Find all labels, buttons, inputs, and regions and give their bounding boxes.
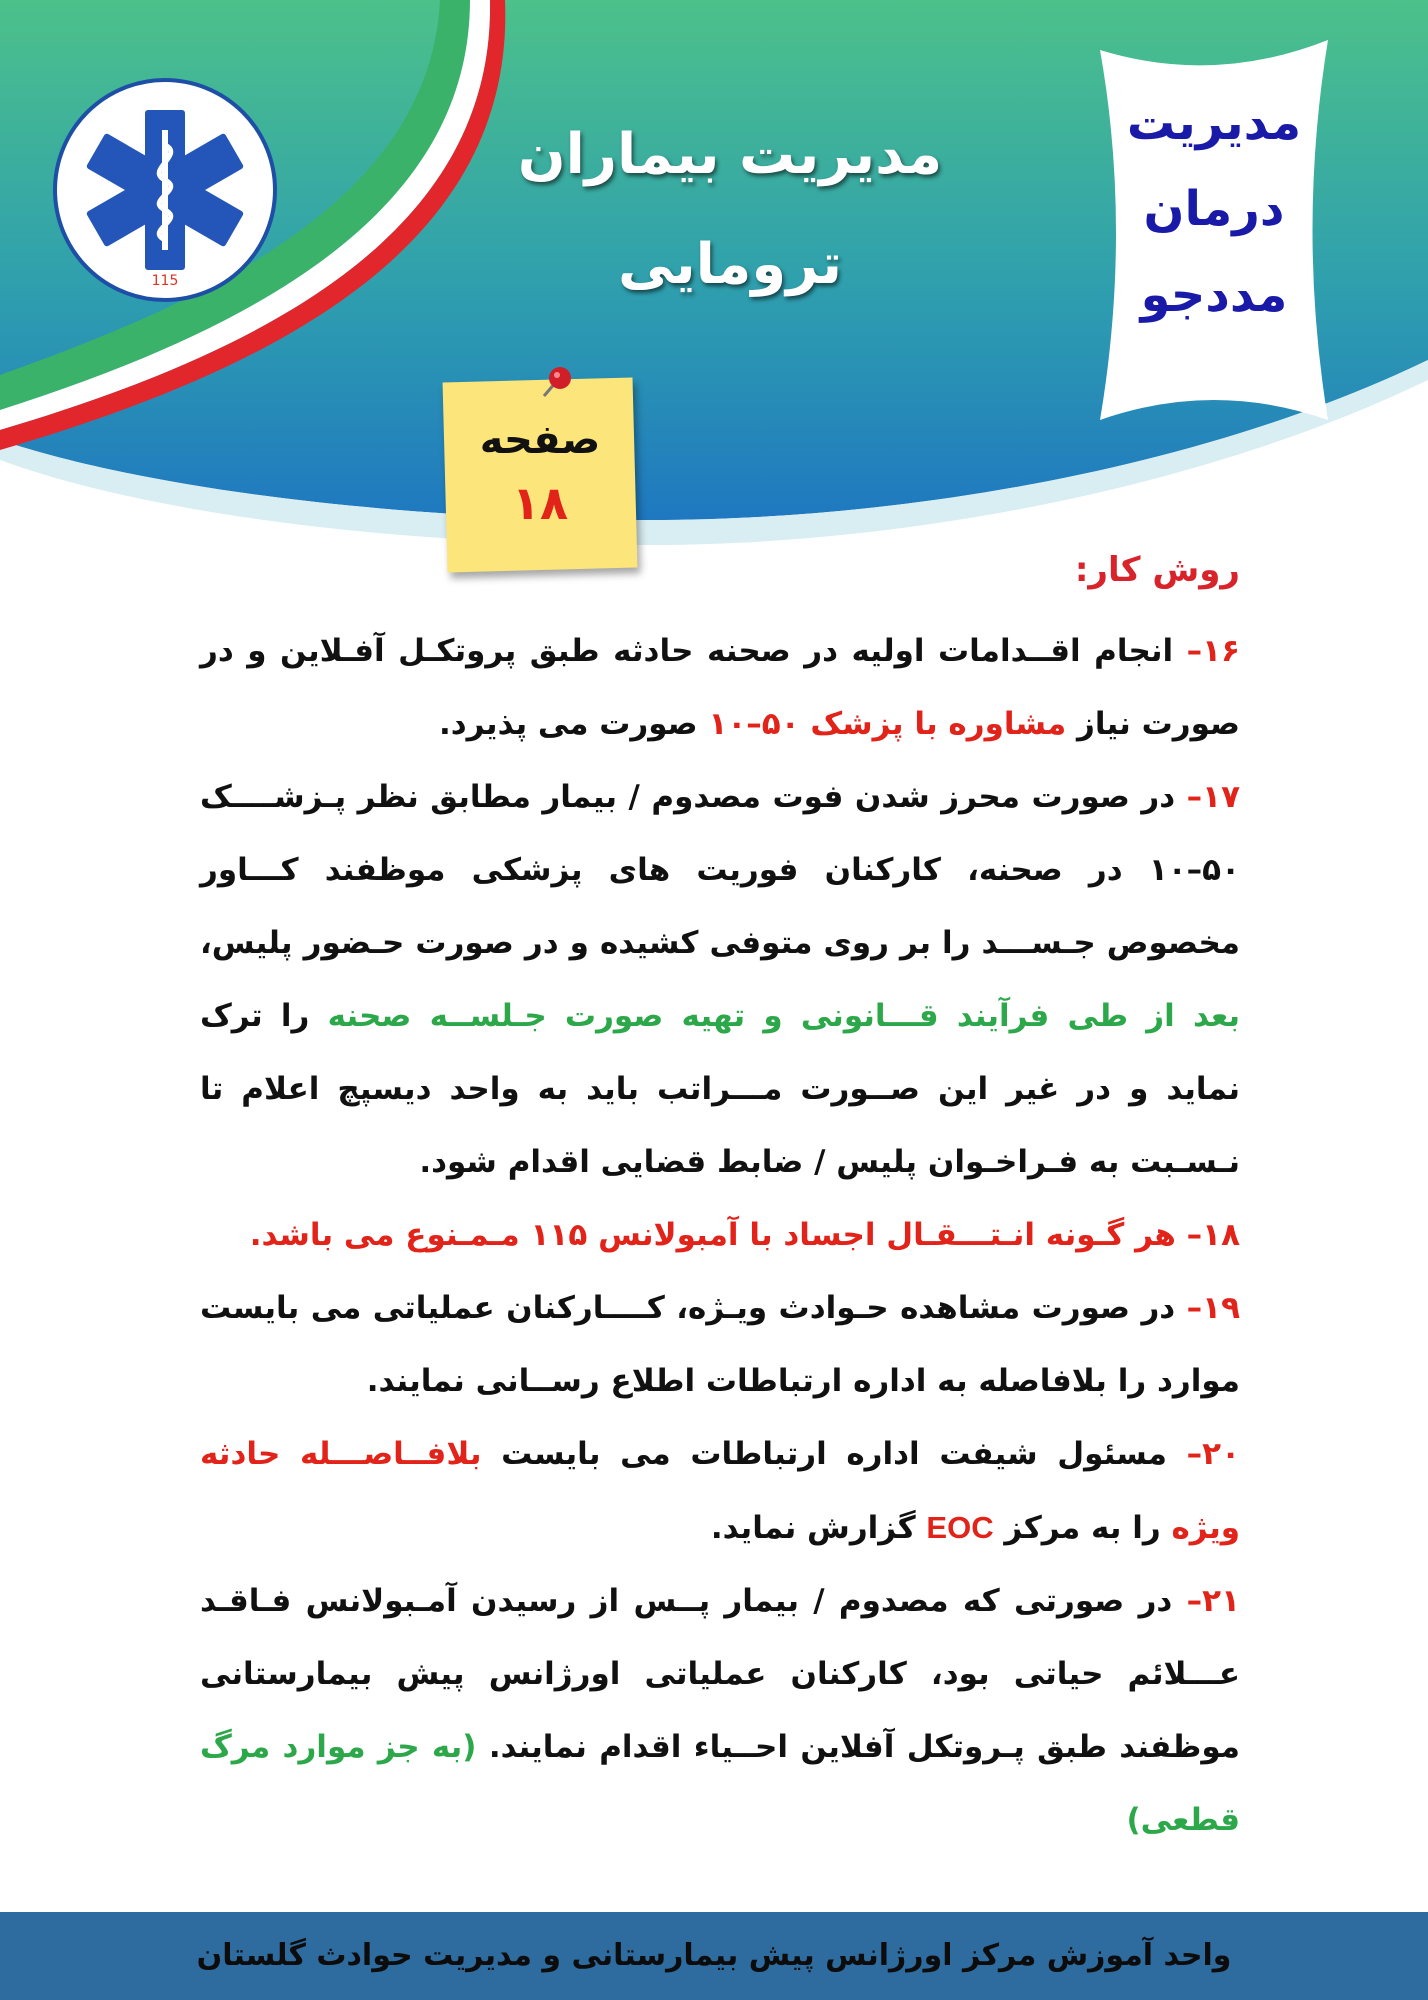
item-text: در صورت مشاهده حـوادث ویـژه، کــــارکنان عملیاتی می بایست موارد را بلافاصله به اداره ارتباطات اطلاع رســانی نمایند.	[200, 1290, 1240, 1399]
main-content	[180, 525, 1240, 1857]
section-title: روش کار:	[1074, 550, 1240, 590]
badge-line-3: مددجو	[1140, 267, 1288, 323]
page-title	[470, 100, 990, 320]
list-item	[180, 615, 1240, 761]
title-line-2: ترومایی	[617, 232, 843, 297]
item-text: انجام اقــدامات اولیه در صحنه حادثه طبق پروتکـل آفـلاین و در صورت نیاز	[200, 633, 1240, 742]
item-number: ۱۹–	[1186, 1290, 1240, 1326]
item-text: صورت می پذیرد.	[438, 706, 698, 742]
eoc-label: EOC	[926, 1510, 994, 1545]
list-item	[180, 761, 1240, 1199]
list-item	[180, 1418, 1240, 1565]
item-text: گزارش نماید.	[710, 1510, 916, 1546]
badge-line-1: مدیریت	[1126, 95, 1302, 151]
item-highlight: (به جز موارد مرگ قطعی)	[200, 1729, 1240, 1838]
item-text: را ترک نماید و در غیر این صــورت مـــراتب باید به واحد دیسپچ اعلام تا نـسـبت به فـراخـوان پلیس / ضابط قضایی اقدام شود.	[200, 998, 1240, 1180]
list-item	[180, 1272, 1240, 1418]
item-text: در صورتی که مصدوم / بیمار پــس از رسیدن آمـبولانس فـاقـد عـــلائم حیاتی بود، کارکنان عملیاتی اورژانس پیش بیمارستانی موظفند طبق پـروتکل آفلاین احــیاء اقدام نمایند.	[200, 1583, 1240, 1765]
item-number: ۱۶–	[1186, 633, 1240, 669]
list-item	[180, 1199, 1240, 1272]
item-number: ۲۰–	[1186, 1436, 1241, 1472]
item-text: را به مرکز	[1004, 1510, 1161, 1546]
pushpin-icon	[530, 360, 580, 410]
logo-number: 115	[151, 273, 179, 289]
item-text: در صورت محرز شدن فوت مصدوم / بیمار مطابق نظر پـزشــــک ۵۰–۱۰ در صحنه، کارکنان فوریت های پزشکی موظفند کـــاور مخصوص جـســـد را بر روی متوفی کشیده و در صورت حـضور پلیس،	[200, 779, 1240, 961]
ems-logo	[50, 75, 280, 305]
footer-text: واحد آموزش مرکز اورژانس پیش بیمارستانی و مدیریت حوادث گلستان	[196, 1938, 1232, 1973]
item-number: ۲۱–	[1186, 1583, 1240, 1619]
item-text: مسئول شیفت اداره ارتباطات می بایست	[501, 1436, 1167, 1472]
page-number-note	[445, 410, 635, 536]
item-text: هر گـونه انـتـــقـال اجساد با آمبولانس ۱۱۵ مـمـنوع می باشد.	[249, 1217, 1176, 1253]
badge-label	[1092, 80, 1336, 338]
item-number: ۱۷–	[1186, 779, 1241, 815]
item-highlight: مشاوره با پزشک ۵۰–۱۰	[708, 706, 1067, 742]
page-number: ۱۸	[511, 476, 569, 530]
list-item	[180, 1565, 1240, 1857]
page-label: صفحه	[479, 417, 601, 463]
title-line-1: مدیریت بیماران	[517, 122, 943, 187]
item-number: ۱۸–	[1186, 1217, 1240, 1253]
item-highlight: بلافــاصـــله حادثه ویژه	[200, 1436, 1240, 1546]
item-highlight: بعد از طی فرآیند قـــانونی و تهیه صورت جـلســه صحنه	[327, 998, 1241, 1034]
badge-line-2: درمان	[1143, 181, 1285, 237]
